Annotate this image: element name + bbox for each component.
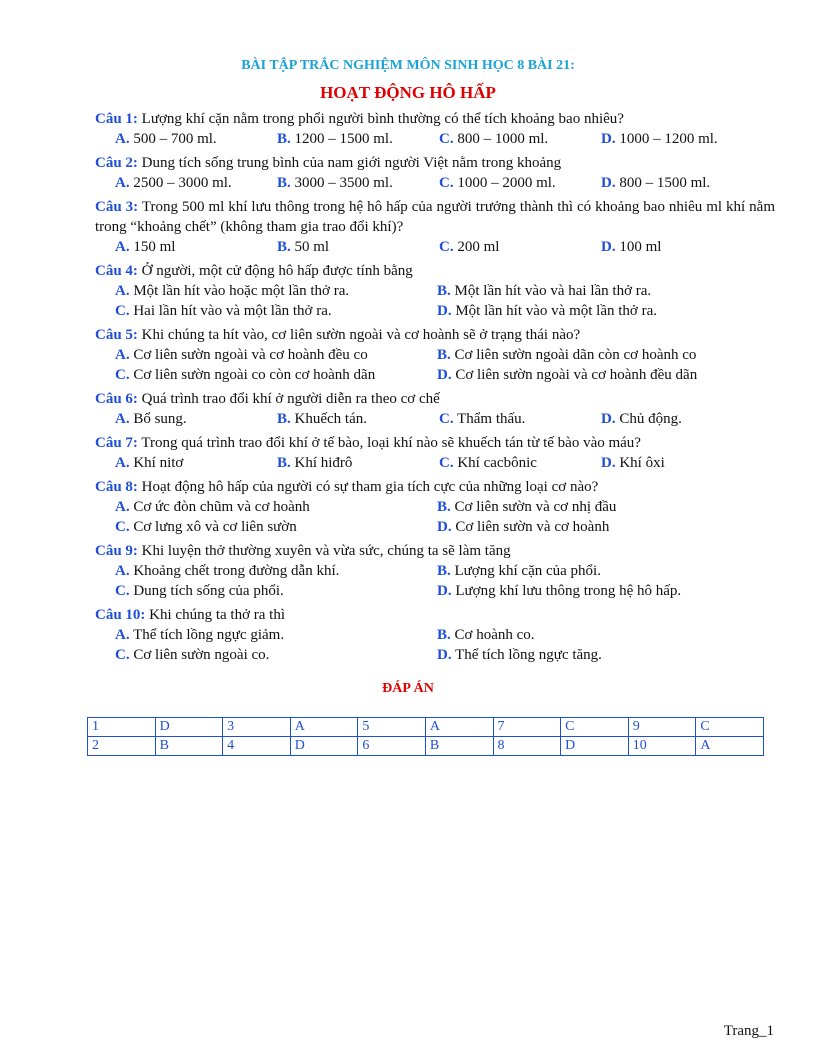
option-text: Cơ liên sườn ngoài dãn còn cơ hoành co [454,347,697,363]
option-letter: B. [437,347,451,363]
question-text: Quá trình trao đổi khí ở người diễn ra theo cơ chế [141,391,440,407]
question-number: Câu 9: [95,543,138,559]
answer-option [437,517,759,537]
option-letter: C. [439,131,454,147]
option-letter: C. [115,303,130,319]
option-text: Cơ liên sườn ngoài và cơ hoành đều co [133,347,368,363]
option-text: Cơ liên sườn ngoài co. [133,647,270,663]
option-letter: D. [437,583,452,599]
option-letter: D. [437,647,452,663]
question-stem [95,605,775,625]
option-text: 1000 – 1200 ml. [619,131,718,147]
question-number: Câu 10: [95,607,146,623]
answer-option [277,409,439,429]
question-stem [95,433,775,453]
answer-option [115,237,277,257]
option-letter: A. [115,175,130,191]
answer-option [115,365,437,385]
question-text: Lượng khí cặn nằm trong phổi người bình thường có thể tích khoảng bao nhiêu? [141,111,624,127]
answer-key-question-number: 3 [223,718,291,737]
option-text: Thể tích lồng ngực tăng. [455,647,602,663]
option-text: Lượng khí cặn của phổi. [454,563,601,579]
option-text: 150 ml [133,239,176,255]
option-letter: A. [115,411,130,427]
answer-option [115,497,437,517]
answer-key-answer: C [696,718,764,737]
option-letter: A. [115,627,130,643]
answer-option [601,173,763,193]
question-item [95,541,775,601]
option-letter: B. [437,499,451,515]
answer-option [437,625,759,645]
question-stem [95,153,775,173]
answer-options [95,281,775,321]
answer-option [115,453,277,473]
option-letter: D. [437,367,452,383]
answer-key-question-number: 6 [358,737,426,756]
answer-option [601,129,763,149]
answer-option [115,173,277,193]
answer-option [115,301,437,321]
option-letter: A. [115,563,130,579]
question-text: Khi chúng ta hít vào, cơ liên sườn ngoài và cơ hoành sẽ ở trạng thái nào? [141,327,581,343]
answer-option [115,517,437,537]
option-letter: B. [277,239,291,255]
answer-option [437,581,759,601]
option-text: Cơ liên sườn và cơ hoành [455,519,610,535]
option-text: Cơ liên sườn và cơ nhị đầu [454,499,617,515]
answer-option [439,453,601,473]
answer-option [437,561,759,581]
option-text: Một lần hít vào và hai lần thở ra. [454,283,652,299]
option-text: Thể tích lồng ngực giảm. [133,627,285,643]
option-letter: B. [437,627,451,643]
answer-option [437,497,759,517]
question-text: Dung tích sống trung bình của nam giới người Việt nằm trong khoảng [141,155,562,171]
question-number: Câu 7: [95,435,138,451]
answer-key-row [88,737,764,756]
option-text: 200 ml [457,239,500,255]
document-title: BÀI TẬP TRẮC NGHIỆM MÔN SINH HỌC 8 BÀI 21: [241,58,575,73]
answer-option [439,237,601,257]
answer-options [95,561,775,601]
option-text: 50 ml [294,239,330,255]
answer-key-answer: D [155,718,223,737]
question-number: Câu 8: [95,479,138,495]
answer-key-row [88,718,764,737]
answer-option [277,173,439,193]
answer-options [95,345,775,385]
answer-option [277,237,439,257]
option-letter: C. [115,583,130,599]
question-text: Trong quá trình trao đổi khí ở tế bào, loại khí nào sẽ khuếch tán từ tế bào vào máu? [141,435,641,451]
answer-options [95,625,775,665]
option-text: Một lần hít vào và một lần thở ra. [455,303,657,319]
answer-key-answer: B [155,737,223,756]
answer-key-answer: A [425,718,493,737]
option-text: 1200 – 1500 ml. [294,131,393,147]
answer-option [601,453,763,473]
option-letter: C. [115,367,130,383]
question-item [95,325,775,385]
question-item [95,477,775,537]
option-text: Khí nitơ [133,455,184,471]
option-letter: B. [437,283,451,299]
answer-options [95,129,775,149]
answer-options [95,237,775,257]
answer-key-question-number: 9 [628,718,696,737]
answer-option [115,345,437,365]
option-text: Cơ hoành co. [454,627,535,643]
answer-option [437,645,759,665]
answer-key-answer: C [561,718,629,737]
option-text: Khuếch tán. [294,411,367,427]
answer-option [437,301,759,321]
answer-option [601,409,763,429]
option-letter: C. [439,411,454,427]
option-text: Bổ sung. [133,411,187,427]
question-number: Câu 6: [95,391,138,407]
option-text: Cơ liên sườn ngoài và cơ hoành đều dãn [455,367,698,383]
document-subtitle: HOẠT ĐỘNG HÔ HẤP [320,83,496,102]
answer-option [277,129,439,149]
question-text: Hoạt động hô hấp của người có sự tham gia tích cực của những loại cơ nào? [141,479,599,495]
answer-option [437,345,759,365]
option-text: Một lần hít vào hoặc một lần thở ra. [133,283,350,299]
question-number: Câu 1: [95,111,138,127]
answer-option [439,129,601,149]
answer-option [439,409,601,429]
option-text: Thẩm thấu. [457,411,526,427]
question-item [95,153,775,193]
question-stem [95,477,775,497]
answer-option [115,581,437,601]
option-letter: D. [601,455,616,471]
option-text: 800 – 1500 ml. [619,175,711,191]
option-text: 3000 – 3500 ml. [294,175,393,191]
question-stem [95,389,775,409]
answer-option [115,129,277,149]
option-letter: C. [439,239,454,255]
option-letter: A. [115,131,130,147]
question-stem [95,541,775,561]
answer-option [115,645,437,665]
answer-options [95,409,775,429]
option-letter: C. [439,455,454,471]
answer-key-answer: A [290,718,358,737]
answer-options [95,497,775,537]
option-text: Lượng khí lưu thông trong hệ hô hấp. [455,583,682,599]
option-letter: C. [115,647,130,663]
answer-key-question-number: 8 [493,737,561,756]
question-number: Câu 4: [95,263,138,279]
answer-option [115,561,437,581]
answer-option [115,281,437,301]
answer-option [437,365,759,385]
option-text: 500 – 700 ml. [133,131,217,147]
answer-key-question-number: 5 [358,718,426,737]
option-text: Cơ ức đòn chũm và cơ hoành [133,499,310,515]
question-item [95,433,775,473]
option-letter: D. [601,239,616,255]
answer-key-answer: A [696,737,764,756]
question-item [95,109,775,149]
option-letter: A. [115,455,130,471]
question-item [95,605,775,665]
question-list [95,109,775,669]
question-number: Câu 5: [95,327,138,343]
answer-options [95,453,775,473]
question-item [95,197,775,257]
answer-option [115,409,277,429]
answer-key-question-number: 2 [88,737,156,756]
option-letter: B. [277,455,291,471]
option-letter: A. [115,347,130,363]
option-text: Hai lần hít vào và một lần thở ra. [133,303,332,319]
option-letter: D. [601,175,616,191]
option-text: Cơ liên sườn ngoài co còn cơ hoành dãn [133,367,376,383]
answer-key-answer: B [425,737,493,756]
page-number: Trang_1 [723,1023,774,1039]
option-text: Dung tích sống của phổi. [133,583,284,599]
answer-option [277,453,439,473]
question-text: Khi luyện thở thường xuyên và vừa sức, chúng ta sẽ làm tăng [141,543,511,559]
answer-key-title: ĐÁP ÁN [382,681,434,696]
question-number: Câu 2: [95,155,138,171]
option-text: Khoảng chết trong đường dẫn khí. [133,563,340,579]
question-text: Trong 500 ml khí lưu thông trong hệ hô hấp của người trưởng thành thì có khoảng bao nhiêu ml khí nằm trong “khoảng chết” (không tham gia trao đổi khí)? [95,199,776,235]
option-letter: A. [115,283,130,299]
option-text: Khí hiđrô [294,455,353,471]
question-text: Ở người, một cử động hô hấp được tính bằng [141,263,413,279]
question-stem [95,325,775,345]
question-item [95,261,775,321]
option-letter: C. [115,519,130,535]
option-letter: B. [277,131,291,147]
answer-option [601,237,763,257]
question-stem [95,197,775,237]
option-letter: B. [437,563,451,579]
option-text: 800 – 1000 ml. [457,131,549,147]
question-number: Câu 3: [95,199,139,215]
answer-key-table [87,717,764,756]
question-stem [95,109,775,129]
answer-option [439,173,601,193]
question-text: Khi chúng ta thở ra thì [149,607,285,623]
option-text: Khí cacbônic [457,455,537,471]
option-letter: D. [601,131,616,147]
option-letter: A. [115,239,130,255]
answer-key-answer: D [561,737,629,756]
question-stem [95,261,775,281]
option-text: Cơ lưng xô và cơ liên sườn [133,519,297,535]
option-text: Chủ động. [619,411,682,427]
answer-options [95,173,775,193]
option-text: 100 ml [619,239,662,255]
answer-key-question-number: 1 [88,718,156,737]
answer-key-answer: D [290,737,358,756]
option-letter: D. [601,411,616,427]
option-letter: A. [115,499,130,515]
option-letter: D. [437,303,452,319]
answer-key-question-number: 10 [628,737,696,756]
option-text: Khí ôxi [619,455,665,471]
option-letter: B. [277,411,291,427]
answer-key-question-number: 7 [493,718,561,737]
answer-option [115,625,437,645]
option-text: 2500 – 3000 ml. [133,175,232,191]
question-item [95,389,775,429]
option-letter: D. [437,519,452,535]
option-letter: B. [277,175,291,191]
option-text: 1000 – 2000 ml. [457,175,556,191]
answer-option [437,281,759,301]
answer-key-question-number: 4 [223,737,291,756]
option-letter: C. [439,175,454,191]
